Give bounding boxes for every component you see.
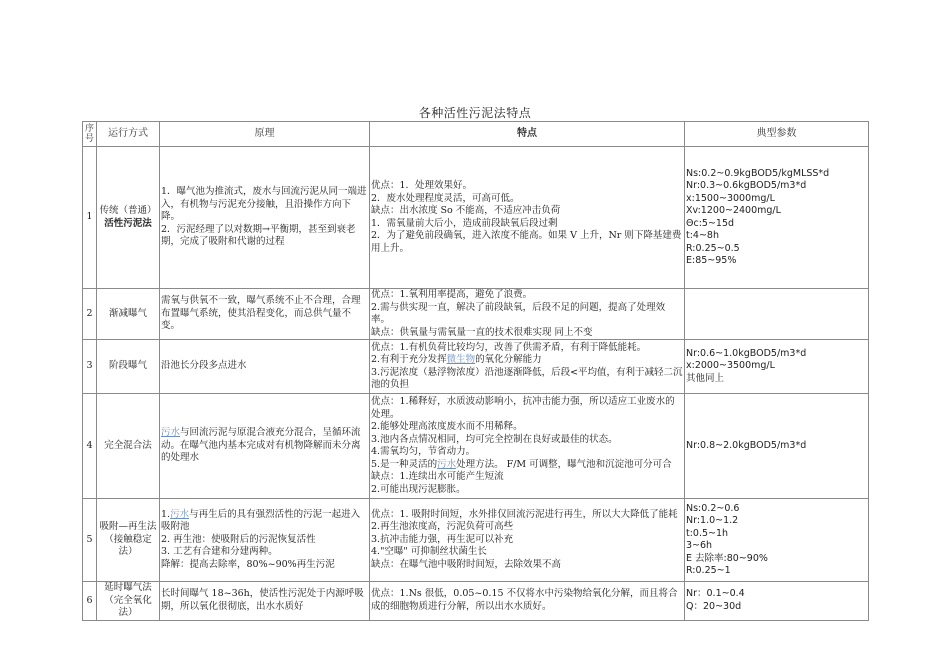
table-row (83, 289, 869, 340)
method-line: 吸附—再生法 (99, 521, 157, 533)
feature-line: 优点：1.氧利用率提高，避免了浪费。 (371, 289, 533, 300)
feature-text: 的氧化分解能力 (475, 354, 542, 365)
row-no: 5 (83, 499, 97, 582)
feature-line: 缺点：1.连续出水可能产生短流 (371, 471, 504, 482)
header-features: 特点 (370, 122, 685, 147)
row-method (97, 582, 160, 621)
feature-line (371, 354, 683, 367)
principle-line: 降解：提高去除率，80%~90%再生污泥 (161, 558, 335, 570)
row-params (685, 582, 869, 621)
header-principle: 原理 (160, 122, 370, 147)
principle-line: 1．曝气池为推流式，废水与回流污泥从同一端进入，有机物与污泥充分接触，且沿操作方向下降。 (161, 186, 367, 223)
method-line: 活性污泥法 (104, 217, 152, 229)
principle-line: 沿池长分段多点进水 (161, 360, 247, 372)
row-method: 阶段曝气 (97, 340, 160, 394)
row-principle (160, 147, 370, 289)
param-line: Nr:1.0~1.2 (686, 515, 739, 526)
table-row (83, 147, 869, 289)
principle-line: 2．污泥经理了以对数期→平衡期，甚至到衰老期，完成了吸附和代谢的过程 (161, 223, 356, 248)
feature-line: 3.池内各点情况相同，均可完全控制在良好或最佳的状态。 (371, 433, 618, 445)
feature-line: 2.能够处理高浓度废水而不用稀释。 (371, 421, 523, 432)
feature-line: 优点：1.Ns 很低，0.05~0.15 不仅将水中污染物给氧化分解，而且将合成的细胞物质进行分解，所以出水水质好。 (371, 588, 678, 612)
row-no: 2 (83, 289, 97, 340)
row-method: 渐减曝气 (97, 289, 160, 340)
feature-line: 优点：1. 吸附时间短，水外排仅回流污泥进行再生，所以大大降低了能耗 (371, 508, 678, 520)
param-line: E:85~95% (686, 255, 737, 266)
row-params (685, 394, 869, 499)
row-features (370, 289, 685, 340)
param-line: Nr：0.1~0.4 (686, 588, 745, 600)
table-title: 各种活性污泥法特点 (418, 106, 532, 120)
feature-line: 2．废水处理程度灵活，可高可低。 (371, 192, 520, 204)
param-line: 3~6h (686, 540, 713, 551)
row-no: 3 (83, 340, 97, 394)
feature-line: 缺点：在曝气池中吸附时间短，去除效果不高 (371, 558, 562, 570)
microbe-link[interactable]: 微生物 (446, 354, 476, 365)
principle-text: 与回流污泥与原混合液充分混合，呈循环流动。在曝气池内基本完成对有机物降解而未分离的处理水 (161, 427, 361, 464)
row-features (370, 394, 685, 499)
feature-line (371, 459, 683, 472)
param-line: t:4~8h (686, 230, 719, 241)
row-no: 4 (83, 394, 97, 499)
feature-line: 3.抗冲击能力强，再生泥可以补充 (371, 533, 514, 545)
feature-text: 2.有利于充分发挥 (371, 354, 447, 365)
row-features (370, 582, 685, 621)
principle-text: 1. (161, 508, 171, 520)
param-line: t:0.5~1h (686, 527, 729, 539)
row-features (370, 499, 685, 582)
method-line: （完全氧化法） (104, 594, 152, 618)
param-line: Θc:5~15d (686, 217, 735, 229)
param-line: Xv:1200~2400mg/L (686, 205, 781, 216)
feature-line: 3.污泥浓度（悬浮物浓度）沿池逐渐降低，后段<平均值，有利于减轻二沉池的负担 (371, 366, 683, 390)
principle-line: 3. 工艺有合建和分建两种。 (161, 546, 278, 558)
param-line: Nr:0.3~0.6kgBOD5/m3*d (686, 180, 807, 191)
param-line: 其他同上 (686, 372, 725, 384)
feature-line: 缺点：出水浓度 So 不能高，不适应冲击负荷 (371, 205, 561, 216)
row-params (685, 340, 869, 394)
wastewater-link[interactable]: 污水 (170, 508, 190, 520)
row-principle (160, 340, 370, 394)
table-row (83, 394, 869, 499)
row-method (97, 147, 160, 289)
table-row (83, 499, 869, 582)
row-principle (160, 394, 370, 499)
row-params (685, 147, 869, 289)
principle-line: 2. 再生池：使吸附后的污泥恢复活性 (161, 533, 316, 545)
row-principle (160, 499, 370, 582)
principle-text: 与再生后的具有强烈活性的污泥一起进入吸附池 (161, 508, 361, 533)
param-line: Ns:0.2~0.9kgBOD5/kgMLSS*d (686, 167, 830, 179)
param-line: R:0.25~1 (686, 565, 731, 576)
param-line: Nr:0.8~2.0kgBOD5/m3*d (686, 439, 807, 451)
principle-line (161, 427, 368, 465)
param-line: x:1500~3000mg/L (686, 192, 775, 204)
feature-line: 4."空曝" 可抑制丝状菌生长 (371, 546, 487, 558)
row-no: 6 (83, 582, 97, 621)
wastewater-link[interactable]: 污水 (161, 427, 181, 439)
row-params (685, 499, 869, 582)
row-principle (160, 582, 370, 621)
row-features (370, 340, 685, 394)
header-method: 运行方式 (97, 122, 160, 147)
feature-line: 2．为了避免前段确氧，进入浓度不能高。如果 V 上升，Nr 则下降基建费用上升。 (371, 230, 682, 254)
feature-line: 优点：1.有机负荷比较均匀，改善了供需矛盾，有利于降低能耗。 (371, 341, 647, 353)
activated-sludge-table (82, 121, 869, 621)
param-line: x:2000~3500mg/L (686, 360, 775, 372)
feature-line: 优点：1.稀释好，水质波动影响小，抗冲击能力强，所以适应工业废水的处理。 (371, 396, 675, 420)
header-params: 典型参数 (685, 122, 869, 147)
row-params (685, 289, 869, 340)
feature-line: 4.需氧均匀，节省动力。 (371, 446, 476, 457)
param-line: Nr:0.6~1.0kgBOD5/m3*d (686, 347, 807, 359)
feature-line: 缺点：供氧量与需氧量一直的技术很难实现 同上不变 (371, 326, 593, 338)
feature-text: 5.是一种灵活的 (371, 458, 438, 470)
row-principle (160, 289, 370, 340)
param-line: Q：20~30d (686, 600, 742, 612)
method-line: 延时曝气法 (104, 582, 152, 593)
method-line: 传统（普通） (99, 205, 157, 216)
principle-line: 需氧与供氧不一致，曝气系统不止不合理，合理布置曝气系统，使其沿程变化，而总供气量不变。 (161, 295, 361, 332)
row-method: 完全混合法 (97, 394, 160, 499)
feature-line: 2.可能出现污泥膨胀。 (371, 483, 466, 495)
method-line: （接触稳定法） (104, 533, 152, 558)
header-no: 序号 (83, 122, 97, 147)
feature-line: 优点：1．处理效果好。 (371, 180, 473, 191)
wastewater-link[interactable]: 污水 (437, 458, 457, 470)
param-line: E 去除率:80~90% (686, 552, 768, 564)
feature-text: 处理方法。 F/M 可调整，曝气池和沉淀池可分可合 (456, 458, 672, 470)
param-line: R:0.25~0.5 (686, 242, 740, 254)
feature-line: 2.再生池浓度高，污泥负荷可高些 (371, 521, 514, 533)
row-no: 1 (83, 147, 97, 289)
param-line: Ns:0.2~0.6 (686, 502, 740, 514)
feature-line: 1．需氧量前大后小，造成前段缺氧后段过剩 (371, 217, 558, 229)
feature-line: 2.需与供实现一直，解决了前段缺氧，后段不足的问题，提高了处理效率。 (371, 301, 666, 325)
table-row (83, 582, 869, 621)
row-method (97, 499, 160, 582)
principle-line (161, 509, 368, 534)
header-row (83, 122, 869, 147)
row-features (370, 147, 685, 289)
table-row (83, 340, 869, 394)
principle-line: 长时间曝气 18~36h，使活性污泥处于内源呼吸期，所以氧化很彻底，出水水质好 (161, 588, 364, 612)
